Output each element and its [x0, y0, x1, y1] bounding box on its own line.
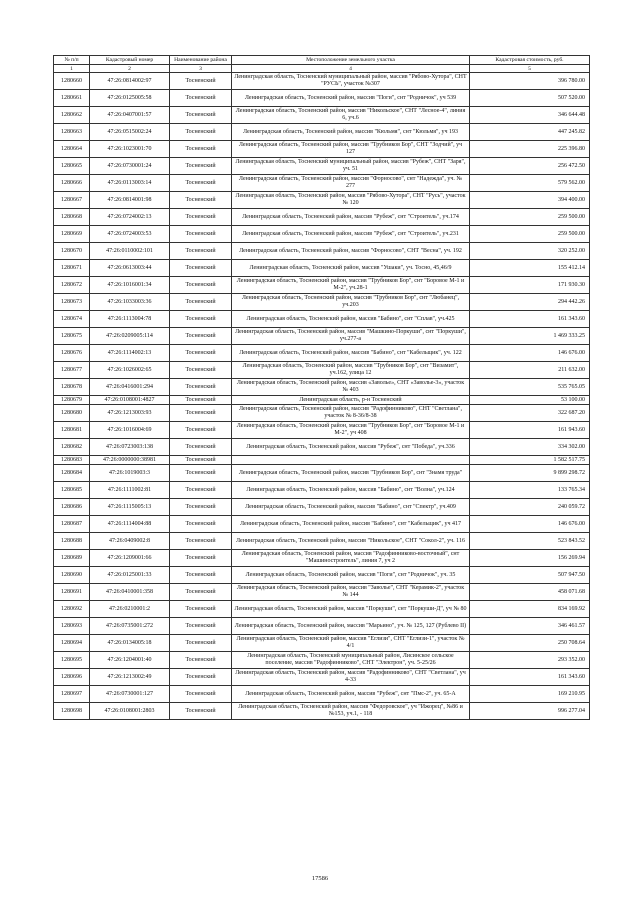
table-row — [54, 396, 590, 405]
location-cell: Ленинградская область, Тосненский район, массив "Ушаки", уч. Тосно, 45,46/9 — [232, 260, 470, 277]
cadastral-number-cell: 47:26:0416001:294 — [90, 379, 170, 396]
district-cell: Тосненский — [170, 107, 232, 124]
cadastral-value-cell: 9 899 298.72 — [470, 465, 590, 482]
location-cell: Ленинградская область, Тосненский муниципальный район, Лисинское сельское поселение, массив "Радофинниково", СНТ "Электрон", уч. 5-25/26 — [232, 652, 470, 669]
cadastral-number-cell: 47:26:0410001:358 — [90, 584, 170, 601]
location-cell: Ленинградская область, Тосненский район, массив «Заволье», СНТ «Заволье-3», участок № 403 — [232, 379, 470, 396]
district-cell: Тосненский — [170, 192, 232, 209]
location-cell: Ленинградская область, Тосненский муниципальный район, массив "Рябово-Хутора", СНТ "РУСЬ", участок №307 — [232, 73, 470, 90]
district-cell: Тосненский — [170, 465, 232, 482]
header-district-name: Наименование района — [170, 56, 232, 65]
row-number-cell: 1280673 — [54, 294, 90, 311]
cadastral-number-cell: 47:26:0724002:13 — [90, 209, 170, 226]
location-cell: Ленинградская область, Тосненский район, массив "Заволье", СНТ "Керамик-2", участок № 144 — [232, 584, 470, 601]
district-cell: Тосненский — [170, 175, 232, 192]
cadastral-number-cell: 47:26:0108001:2803 — [90, 703, 170, 720]
row-number-cell: 1280668 — [54, 209, 90, 226]
cadastral-value-cell: 169 210.95 — [470, 686, 590, 703]
row-number-cell: 1280678 — [54, 379, 90, 396]
table-row — [54, 422, 590, 439]
header-location: Местоположение земельного участка — [232, 56, 470, 65]
location-cell: Ленинградская область, Тосненский район, массив "Федоровское", уч "Ижорец", №86 и №153, уч.1, - 118 — [232, 703, 470, 720]
table-row — [54, 439, 590, 456]
location-cell: Ленинградская область, Тосненский район, массив "Трубников Бор", снт "Знамя труда" — [232, 465, 470, 482]
table-row — [54, 533, 590, 550]
column-index: 5 — [470, 65, 590, 73]
table-row — [54, 618, 590, 635]
row-number-cell: 1280681 — [54, 422, 90, 439]
cadastral-value-cell: 225 396.80 — [470, 141, 590, 158]
cadastral-number-cell: 47:26:0125001:33 — [90, 567, 170, 584]
table-row — [54, 209, 590, 226]
location-cell: Ленинградская область, Тосненский район, массив "Поги", снт "Родничок", уч 539 — [232, 90, 470, 107]
table-row — [54, 175, 590, 192]
cadastral-value-cell: 294 442.26 — [470, 294, 590, 311]
row-number-cell: 1280688 — [54, 533, 90, 550]
cadastral-number-cell: 47:26:1016001:34 — [90, 277, 170, 294]
cadastral-number-cell: 47:26:0000000:38981 — [90, 456, 170, 465]
column-index: 1 — [54, 65, 90, 73]
cadastral-number-cell: 47:26:0814002:97 — [90, 73, 170, 90]
cadastral-number-cell: 47:26:0814001:98 — [90, 192, 170, 209]
cadastral-table — [53, 55, 590, 720]
cadastral-number-cell: 47:26:0515002:24 — [90, 124, 170, 141]
cadastral-number-cell: 47:26:0730001:127 — [90, 686, 170, 703]
row-number-cell: 1280669 — [54, 226, 90, 243]
district-cell: Тосненский — [170, 311, 232, 328]
table-row — [54, 107, 590, 124]
district-cell: Тосненский — [170, 124, 232, 141]
row-number-cell: 1280698 — [54, 703, 90, 720]
district-cell: Тосненский — [170, 209, 232, 226]
row-number-cell: 1280660 — [54, 73, 90, 90]
district-cell: Тосненский — [170, 618, 232, 635]
cadastral-number-cell: 47:26:0125005:58 — [90, 90, 170, 107]
row-number-cell: 1280695 — [54, 652, 90, 669]
cadastral-value-cell: 996 277.04 — [470, 703, 590, 720]
location-cell: Ленинградская область, Тосненский район, массив "Бабино", снт "Кабельщик", уч. 122 — [232, 345, 470, 362]
cadastral-value-cell: 240 059.72 — [470, 499, 590, 516]
header-number: № п/п — [54, 56, 90, 65]
table-body — [54, 73, 590, 720]
cadastral-number-cell: 47:26:0613003:44 — [90, 260, 170, 277]
table-row — [54, 499, 590, 516]
row-number-cell: 1280664 — [54, 141, 90, 158]
cadastral-value-cell: 211 632.00 — [470, 362, 590, 379]
cadastral-value-cell: 458 071.68 — [470, 584, 590, 601]
cadastral-number-cell: 47:26:1026002:65 — [90, 362, 170, 379]
cadastral-number-cell: 47:26:0209005:114 — [90, 328, 170, 345]
district-cell: Тосненский — [170, 482, 232, 499]
cadastral-number-cell: 47:26:1023001:70 — [90, 141, 170, 158]
table-row — [54, 226, 590, 243]
cadastral-number-cell: 47:26:1213002:49 — [90, 669, 170, 686]
cadastral-value-cell: 1 582 517.75 — [470, 456, 590, 465]
cadastral-number-cell: 47:26:0210001:2 — [90, 601, 170, 618]
location-cell: Ленинградская область, Тосненский район, массив "Рубеж", снт "Строитель", уч.231 — [232, 226, 470, 243]
cadastral-value-cell: 53 100.00 — [470, 396, 590, 405]
row-number-cell: 1280690 — [54, 567, 90, 584]
cadastral-value-cell: 161 343.60 — [470, 311, 590, 328]
table-row — [54, 90, 590, 107]
row-number-cell: 1280685 — [54, 482, 90, 499]
cadastral-value-cell: 293 352.00 — [470, 652, 590, 669]
cadastral-value-cell: 171 930.30 — [470, 277, 590, 294]
location-cell: Ленинградская область, р-н Тосненский — [232, 396, 470, 405]
cadastral-number-cell: 47:26:1204001:40 — [90, 652, 170, 669]
column-index-row — [54, 65, 590, 73]
cadastral-value-cell: 579 562.00 — [470, 175, 590, 192]
cadastral-value-cell: 396 780.00 — [470, 73, 590, 90]
row-number-cell: 1280671 — [54, 260, 90, 277]
location-cell: Ленинградская область, Тосненский район, массив "Бабино", снт "Спектр", уч.409 — [232, 499, 470, 516]
cadastral-value-cell: 322 687.20 — [470, 405, 590, 422]
cadastral-value-cell: 146 676.00 — [470, 516, 590, 533]
district-cell: Тосненский — [170, 294, 232, 311]
cadastral-number-cell: 47:26:1113004:78 — [90, 311, 170, 328]
cadastral-number-cell: 47:26:1016004:69 — [90, 422, 170, 439]
district-cell: Тосненский — [170, 669, 232, 686]
cadastral-value-cell: 447 245.82 — [470, 124, 590, 141]
table-row — [54, 550, 590, 567]
cadastral-value-cell: 320 252.00 — [470, 243, 590, 260]
district-cell: Тосненский — [170, 379, 232, 396]
table-row — [54, 277, 590, 294]
row-number-cell: 1280672 — [54, 277, 90, 294]
row-number-cell: 1280675 — [54, 328, 90, 345]
district-cell: Тосненский — [170, 73, 232, 90]
location-cell — [232, 456, 470, 465]
row-number-cell: 1280665 — [54, 158, 90, 175]
cadastral-value-cell: 523 843.52 — [470, 533, 590, 550]
location-cell: Ленинградская область, Тосненский район, массив "Поркуши", снт "Поркуши-Д", уч № 80 — [232, 601, 470, 618]
location-cell: Ленинградская область, Тосненский район, массив "Радофинниково-восточный", снт "Машиностроитель", линия 7, уч 2 — [232, 550, 470, 567]
location-cell: Ленинградская область, Тосненский район, массив "Никольское", СНТ "Лесное-4", линия 6, уч.6 — [232, 107, 470, 124]
table-row — [54, 158, 590, 175]
district-cell: Тосненский — [170, 584, 232, 601]
cadastral-value-cell: 133 765.34 — [470, 482, 590, 499]
district-cell: Тосненский — [170, 533, 232, 550]
row-number-cell: 1280689 — [54, 550, 90, 567]
row-number-cell: 1280680 — [54, 405, 90, 422]
location-cell: Ленинградская область, Тосненский район, массив "Еглизи", СНТ "Еглизи-1", участок № 4/1 — [232, 635, 470, 652]
location-cell: Ленинградская область, Тосненский район, массив "Форносово", СНТ "Весна", уч. 192 — [232, 243, 470, 260]
cadastral-number-cell: 47:26:1114004:88 — [90, 516, 170, 533]
cadastral-value-cell: 834 169.92 — [470, 601, 590, 618]
cadastral-number-cell: 47:26:1114002:13 — [90, 345, 170, 362]
district-cell: Тосненский — [170, 439, 232, 456]
location-cell: Ленинградская область, Тосненский район, массив "Трубников Бор", снт "Любанец", уч.203 — [232, 294, 470, 311]
cadastral-number-cell: 47:26:0108001:4827 — [90, 396, 170, 405]
district-cell: Тосненский — [170, 328, 232, 345]
table-row — [54, 328, 590, 345]
cadastral-value-cell: 346 461.57 — [470, 618, 590, 635]
row-number-cell: 1280674 — [54, 311, 90, 328]
row-number-cell: 1280687 — [54, 516, 90, 533]
location-cell: Ленинградская область, Тосненский район, массив "Рубеж", снт "Пмс-2", уч. 65-А — [232, 686, 470, 703]
row-number-cell: 1280676 — [54, 345, 90, 362]
location-cell: Ленинградская область, Тосненский район, массив "Рябово-Хутора", СНТ "Русь", участок № 120 — [232, 192, 470, 209]
row-number-cell: 1280667 — [54, 192, 90, 209]
district-cell: Тосненский — [170, 405, 232, 422]
table-row — [54, 141, 590, 158]
district-cell: Тосненский — [170, 652, 232, 669]
location-cell: Ленинградская область, Тосненский район, массив "Бабино", снт "Сплав", уч.425 — [232, 311, 470, 328]
district-cell: Тосненский — [170, 345, 232, 362]
row-number-cell: 1280684 — [54, 465, 90, 482]
cadastral-number-cell: 47:26:0724003:53 — [90, 226, 170, 243]
district-cell: Тосненский — [170, 422, 232, 439]
district-cell: Тосненский — [170, 703, 232, 720]
header-cadastral-number: Кадастровый номер — [90, 56, 170, 65]
cadastral-number-cell: 47:26:0134005:18 — [90, 635, 170, 652]
cadastral-value-cell: 161 943.60 — [470, 422, 590, 439]
cadastral-number-cell: 47:26:1019003:3 — [90, 465, 170, 482]
table-row — [54, 567, 590, 584]
district-cell: Тосненский — [170, 90, 232, 107]
location-cell: Ленинградская область, Тосненский район, массив "Бабино", снт "Кабельщик", уч 417 — [232, 516, 470, 533]
row-number-cell: 1280694 — [54, 635, 90, 652]
table-row — [54, 192, 590, 209]
column-index: 4 — [232, 65, 470, 73]
row-number-cell: 1280666 — [54, 175, 90, 192]
cadastral-number-cell: 47:26:1115005:13 — [90, 499, 170, 516]
cadastral-number-cell: 47:26:1111002:81 — [90, 482, 170, 499]
cadastral-number-cell: 47:26:0113003:14 — [90, 175, 170, 192]
row-number-cell: 1280682 — [54, 439, 90, 456]
table-row — [54, 362, 590, 379]
cadastral-value-cell: 155 412.14 — [470, 260, 590, 277]
page-number: 17586 — [311, 875, 329, 882]
cadastral-value-cell: 250 708.64 — [470, 635, 590, 652]
district-cell: Тосненский — [170, 635, 232, 652]
row-number-cell: 1280691 — [54, 584, 90, 601]
district-cell: Тосненский — [170, 456, 232, 465]
district-cell: Тосненский — [170, 260, 232, 277]
table-row — [54, 601, 590, 618]
row-number-cell: 1280693 — [54, 618, 90, 635]
cadastral-value-cell: 394 400.00 — [470, 192, 590, 209]
cadastral-value-cell: 346 644.48 — [470, 107, 590, 124]
row-number-cell: 1280683 — [54, 456, 90, 465]
location-cell: Ленинградская область, Тосненский район, массив "Трубников Бор", снт "Боровое М-1 и М-2", уч 408 — [232, 422, 470, 439]
table-row — [54, 669, 590, 686]
header-cadastral-value: Кадастровая стоимость, руб. — [470, 56, 590, 65]
district-cell: Тосненский — [170, 686, 232, 703]
location-cell: Ленинградская область, Тосненский район, массив "Трубников Бор", снт "Боровое М-1 и М-2", уч.28-1 — [232, 277, 470, 294]
table-row — [54, 465, 590, 482]
cadastral-number-cell: 47:26:0110002:101 — [90, 243, 170, 260]
row-number-cell: 1280686 — [54, 499, 90, 516]
cadastral-value-cell: 256 472.50 — [470, 158, 590, 175]
row-number-cell: 1280696 — [54, 669, 90, 686]
table-row — [54, 73, 590, 90]
table-row — [54, 635, 590, 652]
district-cell: Тосненский — [170, 226, 232, 243]
district-cell: Тосненский — [170, 550, 232, 567]
location-cell: Ленинградская область, Тосненский район, массив "Трубников Бор", снт "Визамит", уч.162, улица 12 — [232, 362, 470, 379]
table-row — [54, 379, 590, 396]
location-cell: Ленинградская область, Тосненский район, массив "Кюльмя", снт "Кюльмя", уч 193 — [232, 124, 470, 141]
cadastral-number-cell: 47:26:0723003:138 — [90, 439, 170, 456]
row-number-cell: 1280692 — [54, 601, 90, 618]
district-cell: Тосненский — [170, 277, 232, 294]
table-row — [54, 703, 590, 720]
cadastral-value-cell: 161 343.60 — [470, 669, 590, 686]
location-cell: Ленинградская область, Тосненский район, массив "Трубников Бор", СНТ "Зодчий", уч 127 — [232, 141, 470, 158]
district-cell: Тосненский — [170, 141, 232, 158]
row-number-cell: 1280697 — [54, 686, 90, 703]
cadastral-number-cell: 47:26:1213003:93 — [90, 405, 170, 422]
table-row — [54, 124, 590, 141]
cadastral-value-cell: 334 302.00 — [470, 439, 590, 456]
row-number-cell: 1280661 — [54, 90, 90, 107]
district-cell: Тосненский — [170, 243, 232, 260]
cadastral-value-cell: 507 520.00 — [470, 90, 590, 107]
land-cadastral-value-table — [53, 55, 589, 720]
table-row — [54, 345, 590, 362]
cadastral-number-cell: 47:26:0407001:57 — [90, 107, 170, 124]
table-row — [54, 405, 590, 422]
location-cell: Ленинградская область, Тосненский район, массив "Марьино", уч. № 125, 127 (Рублево II) — [232, 618, 470, 635]
location-cell: Ленинградская область, Тосненский район, массив "Бабино", снт "Волна", уч.124 — [232, 482, 470, 499]
location-cell: Ленинградская область, Тосненский муниципальный район, массив "Рубеж", СНТ "Заря", уч. 51 — [232, 158, 470, 175]
row-number-cell: 1280662 — [54, 107, 90, 124]
location-cell: Ленинградская область, Тосненский район, массив "Форносово", снт "Надежда", уч. № 277 — [232, 175, 470, 192]
location-cell: Ленинградская область, Тосненский район, массив "Никольское", СНТ "Сокол-2", уч. 116 — [232, 533, 470, 550]
table-row — [54, 516, 590, 533]
cadastral-value-cell: 259 500.00 — [470, 226, 590, 243]
column-index: 3 — [170, 65, 232, 73]
cadastral-number-cell: 47:26:0409002:8 — [90, 533, 170, 550]
district-cell: Тосненский — [170, 516, 232, 533]
cadastral-value-cell: 1 469 333.25 — [470, 328, 590, 345]
table-row — [54, 243, 590, 260]
location-cell: Ленинградская область, Тосненский район, массив "Радофинниково", СНТ "Светлана", уч 4-33 — [232, 669, 470, 686]
table-row — [54, 686, 590, 703]
district-cell: Тосненский — [170, 396, 232, 405]
table-row — [54, 294, 590, 311]
cadastral-value-cell: 146 676.00 — [470, 345, 590, 362]
row-number-cell: 1280679 — [54, 396, 90, 405]
row-number-cell: 1280663 — [54, 124, 90, 141]
district-cell: Тосненский — [170, 601, 232, 618]
table-row — [54, 456, 590, 465]
table-row — [54, 311, 590, 328]
cadastral-value-cell: 156 269.94 — [470, 550, 590, 567]
row-number-cell: 1280677 — [54, 362, 90, 379]
row-number-cell: 1280670 — [54, 243, 90, 260]
table-row — [54, 584, 590, 601]
cadastral-value-cell: 259 500.00 — [470, 209, 590, 226]
header-row — [54, 56, 590, 65]
district-cell: Тосненский — [170, 362, 232, 379]
location-cell: Ленинградская область, Тосненский район, массив "Рубеж", снт "Победа", уч.336 — [232, 439, 470, 456]
district-cell: Тосненский — [170, 567, 232, 584]
location-cell: Ленинградская область, Тосненский район, массив "Машкино-Поркуши", снт "Поркуши", уч.277-а — [232, 328, 470, 345]
table-row — [54, 482, 590, 499]
table-row — [54, 260, 590, 277]
district-cell: Тосненский — [170, 499, 232, 516]
cadastral-number-cell: 47:26:0730001:24 — [90, 158, 170, 175]
cadastral-value-cell: 507 947.50 — [470, 567, 590, 584]
cadastral-number-cell: 47:26:0735001:272 — [90, 618, 170, 635]
location-cell: Ленинградская область, Тосненский район, массив "Поги", снт "Родничок", уч. 35 — [232, 567, 470, 584]
cadastral-number-cell: 47:26:1033003:36 — [90, 294, 170, 311]
column-index: 2 — [90, 65, 170, 73]
table-header — [54, 56, 590, 73]
district-cell: Тосненский — [170, 158, 232, 175]
location-cell: Ленинградская область, Тосненский район, массив "Рубеж", снт "Строитель", уч.174 — [232, 209, 470, 226]
table-row — [54, 652, 590, 669]
location-cell: Ленинградская область, Тосненский район, массив "Радофинниково", СНТ "Светлана", участок № 8-36/8-38 — [232, 405, 470, 422]
cadastral-value-cell: 535 765.05 — [470, 379, 590, 396]
cadastral-number-cell: 47:26:1209001:66 — [90, 550, 170, 567]
